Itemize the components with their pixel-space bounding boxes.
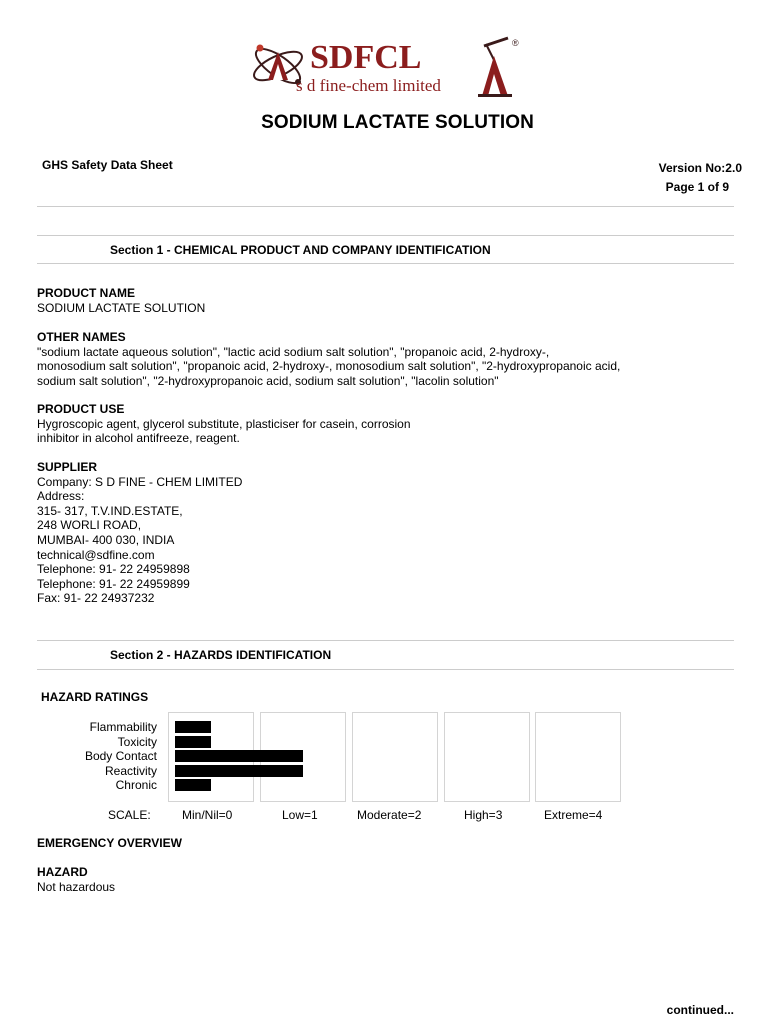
scale-label: SCALE: xyxy=(108,808,151,822)
hazard-block xyxy=(37,865,737,894)
divider xyxy=(37,235,734,236)
divider xyxy=(37,263,734,264)
scale-low: Low=1 xyxy=(282,808,318,822)
flask-icon xyxy=(478,38,512,97)
company-logo xyxy=(246,34,526,98)
divider xyxy=(37,206,734,207)
divider xyxy=(37,640,734,641)
section-1-title: Section 1 - CHEMICAL PRODUCT AND COMPANY IDENTIFICATION xyxy=(110,243,491,257)
section-2-title: Section 2 - HAZARDS IDENTIFICATION xyxy=(110,648,332,662)
registered-mark: ® xyxy=(512,38,519,48)
scale-box-high xyxy=(444,712,530,802)
supplier-line: Address: xyxy=(37,489,85,504)
logo-brand: SDFCL xyxy=(310,39,422,76)
supplier-line: MUMBAI- 400 030, INDIA xyxy=(37,532,175,547)
rating-label-flammability: Flammability xyxy=(89,720,157,734)
supplier-heading: SUPPLIER xyxy=(37,460,98,474)
other-names-heading: OTHER NAMES xyxy=(37,330,126,344)
scale-box-moderate xyxy=(352,712,438,802)
product-name-value: SODIUM LACTATE SOLUTION xyxy=(37,300,206,315)
supplier-email: technical@sdfine.com xyxy=(37,547,155,562)
supplier-line: Telephone: 91- 22 24959899 xyxy=(37,576,190,591)
scale-high: High=3 xyxy=(464,808,503,822)
logo-tagline: s d fine-chem limited xyxy=(296,76,441,95)
document-title: SODIUM LACTATE SOLUTION xyxy=(261,112,534,133)
scale-min: Min/Nil=0 xyxy=(182,808,233,822)
continued-note: continued... xyxy=(666,1003,734,1017)
hazard-rating-bars xyxy=(175,721,335,794)
version-number: Version No:2.0 xyxy=(658,161,742,175)
hazard-value: Not hazardous xyxy=(37,879,116,894)
product-name-block xyxy=(37,286,737,315)
other-names-line: sodium salt solution", "2-hydroxypropanoic acid, sodium salt solution", "lacolin solution" xyxy=(37,373,499,388)
hazard-ratings-heading: HAZARD RATINGS xyxy=(41,690,149,704)
supplier-line: 315- 317, T.V.IND.ESTATE, xyxy=(37,503,183,518)
product-name-heading: PRODUCT NAME xyxy=(37,286,135,300)
emergency-overview-block xyxy=(37,836,737,851)
product-use-block xyxy=(37,402,737,446)
hazard-heading: HAZARD xyxy=(37,865,88,879)
product-use-line: inhibitor in alcohol antifreeze, reagent. xyxy=(37,431,240,446)
rating-label-chronic: Chronic xyxy=(115,778,157,793)
product-use-heading: PRODUCT USE xyxy=(37,402,125,416)
scale-box-extreme xyxy=(535,712,621,802)
scale-extreme: Extreme=4 xyxy=(544,808,603,822)
product-use-line: Hygroscopic agent, glycerol substitute, plasticiser for casein, corrosion xyxy=(37,416,411,431)
supplier-line: 248 WORLI ROAD, xyxy=(37,518,142,533)
divider xyxy=(37,669,734,670)
supplier-line: Fax: 91- 22 24937232 xyxy=(37,591,155,606)
rating-bar-reactivity xyxy=(175,765,303,777)
page-number: Page 1 of 9 xyxy=(665,180,729,194)
rating-bar-flammability xyxy=(175,721,211,733)
supplier-line: Telephone: 91- 22 24959898 xyxy=(37,562,190,577)
rating-label-toxicity: Toxicity xyxy=(117,734,157,749)
other-names-line: monosodium salt solution", "propanoic acid, 2-hydroxy-, monosodium salt solution", "2-hydroxypropanoic acid, xyxy=(37,359,621,374)
emergency-overview-heading: EMERGENCY OVERVIEW xyxy=(37,836,182,850)
supplier-block xyxy=(37,460,737,606)
rating-label-body-contact: Body Contact xyxy=(84,749,157,764)
document-type: GHS Safety Data Sheet xyxy=(42,158,173,172)
rating-bar-body-contact xyxy=(175,750,303,762)
scale-moderate: Moderate=2 xyxy=(357,808,422,822)
rating-label-reactivity: Reactivity xyxy=(104,763,157,778)
other-names-line: "sodium lactate aqueous solution", "lactic acid sodium salt solution", "propanoic acid, 2-hydroxy-, xyxy=(37,344,550,359)
other-names-block xyxy=(37,330,737,388)
hazard-rating-labels xyxy=(40,720,157,793)
rating-bar-chronic xyxy=(175,779,211,791)
rating-bar-toxicity xyxy=(175,736,211,748)
supplier-line: Company: S D FINE - CHEM LIMITED xyxy=(37,474,243,489)
